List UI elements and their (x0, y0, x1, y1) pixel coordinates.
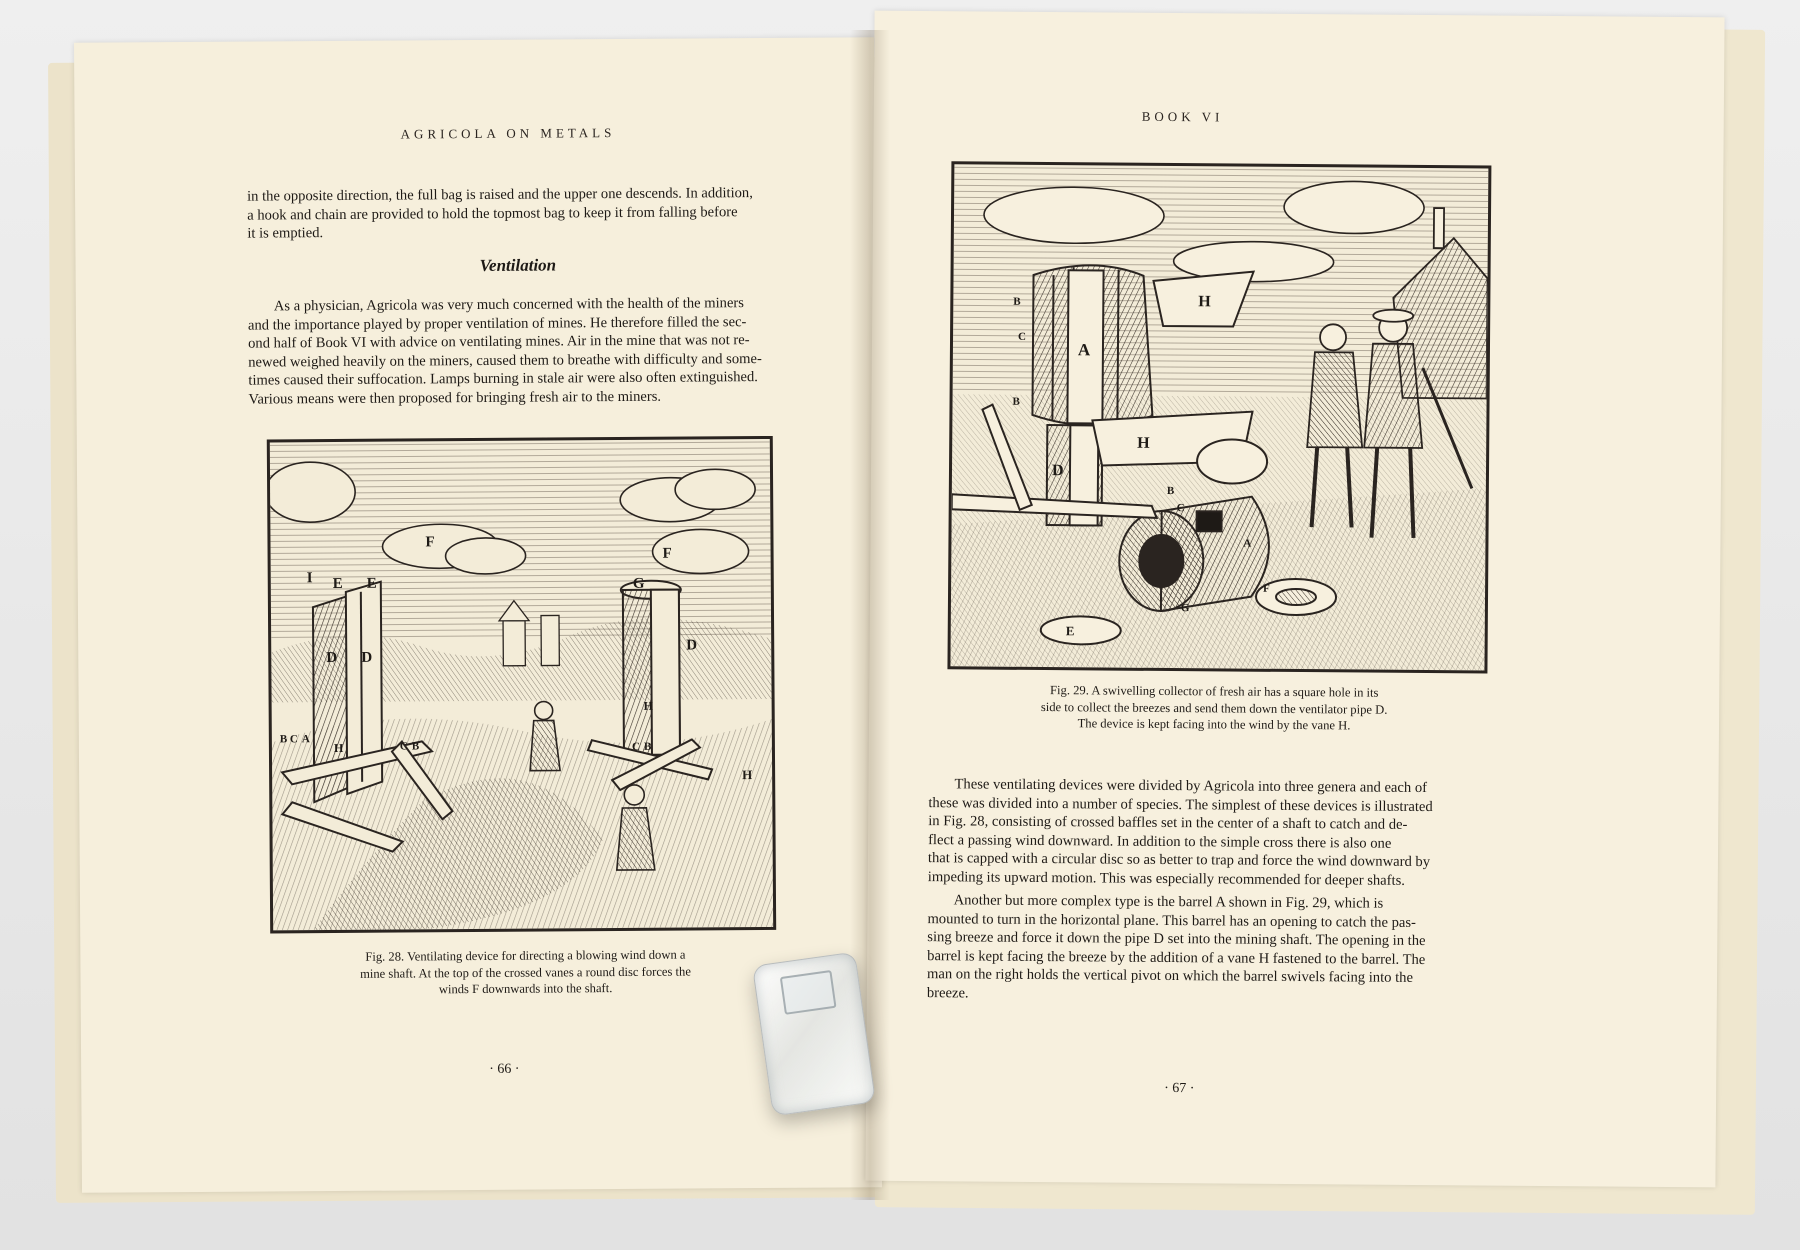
text-line: Various means were then proposed for bringing fresh air to the miners. (248, 388, 662, 408)
text-line: newed weighed heavily on the miners, caused them to breathe with difficulty and some- (248, 350, 762, 371)
caption-line: winds F downwards into the shaft. (438, 981, 613, 997)
fig-label: G (632, 575, 645, 592)
caption-line: side to collect the breezes and send them down the ventilator pipe D. (1040, 699, 1388, 717)
fig-label: D (326, 649, 338, 667)
text-line: flect a passing wind downward. In addition to the simple cross there is also one (928, 831, 1392, 852)
text-line: impeding its upward motion. This was especially recommended for deeper shafts. (927, 868, 1406, 889)
caption-line: mine shaft. At the top of the crossed vanes a round disc forces the (360, 964, 691, 981)
text-line: in the opposite direction, the full bag is raised and the upper one descends. In addition, (247, 185, 753, 205)
right-paragraph-2 (927, 891, 1503, 1007)
text-line: sing breeze and force it down the pipe D set into the mining shaft. The opening in the (927, 929, 1426, 950)
fig-label: H (1137, 434, 1150, 452)
fig-label: C (1176, 502, 1185, 515)
text-line: ond half of Book VI with advice on ventilating mines. Air in the mine that was not re- (248, 332, 750, 352)
fig-label: H (742, 767, 753, 783)
fig-29-illustration (950, 164, 1488, 670)
text-line: it is emptied. (247, 225, 324, 242)
caption-line: Fig. 29. A swivelling collector of fresh air has a square hole in its (1050, 683, 1379, 700)
text-line: these was divided into a number of species. The simplest of these devices is illustrated (928, 794, 1433, 815)
right-paragraph-1 (928, 775, 1504, 891)
glass-page-weight[interactable] (752, 952, 876, 1117)
fig-label: H (643, 698, 654, 713)
fig-label: C (1018, 330, 1027, 343)
page-number-66: · 66 · (489, 1061, 520, 1077)
section-heading-ventilation: Ventilation (479, 255, 557, 275)
text-line: As a physician, Agricola was very much concerned with the health of the miners (273, 295, 744, 315)
fig-label: G (1180, 602, 1190, 615)
left-paragraph (248, 294, 809, 409)
text-line: These ventilating devices were divided by Agricola into three genera and each of (954, 776, 1428, 797)
fig-28-illustration (270, 439, 773, 930)
fig-label: C (289, 733, 298, 746)
text-line: breeze. (926, 984, 969, 1001)
text-line: in Fig. 28, consisting of crossed baffles set in the center of a shaft to catch and de- (928, 813, 1408, 833)
fig-label: E (1065, 623, 1075, 639)
fig-label: C (631, 740, 640, 753)
text-line: Another but more complex type is the barrel A shown in Fig. 29, which is (953, 892, 1384, 912)
left-intro-text (247, 184, 807, 243)
fig-28-caption (290, 946, 760, 999)
fig-label: B (1012, 395, 1020, 408)
fig-label: F (662, 545, 672, 562)
fig-label: B (411, 740, 420, 753)
fig-label: E (366, 575, 377, 592)
fig-label: B (1013, 295, 1021, 308)
fig-label: H (1198, 293, 1211, 311)
fig-label: A (1077, 340, 1091, 360)
text-line: times caused their suffocation. Lamps burning in stale air were also often extinguished. (248, 369, 758, 389)
text-line: barrel is kept facing the breeze by the addition of a vane H fastened to the barrel. The (927, 947, 1426, 968)
text-line: man on the right holds the vertical pivot on which the barrel swivels facing into the (926, 966, 1414, 986)
fig-label: C (399, 740, 408, 753)
fig-label: F (425, 534, 435, 551)
fig-label: B (643, 740, 652, 753)
caption-line: Fig. 28. Ventilating device for directing a blowing wind down a (365, 947, 686, 964)
text-line: and the importance played by proper ventilation of mines. He therefore filled the sec- (247, 313, 747, 334)
fig-label: D (1051, 462, 1064, 480)
fig-label: H (333, 740, 344, 756)
fig-label: E (332, 575, 343, 593)
left-running-head: AGRICOLA ON METALS (400, 125, 616, 142)
right-page (865, 11, 1724, 1188)
fig-label: D (686, 637, 698, 654)
fig-label: I (306, 570, 313, 587)
fig-label: B (279, 733, 288, 746)
fig-label: F (1263, 582, 1270, 595)
fig-label: D (361, 649, 373, 666)
glass-weight-slot (780, 970, 837, 1015)
text-line: a hook and chain are provided to hold the topmost bag to keep it from falling before (247, 203, 738, 224)
fig-28-woodcut (267, 436, 776, 934)
fig-label: A (301, 733, 310, 746)
caption-line: The device is kept facing into the wind by the vane H. (1077, 716, 1351, 733)
fig-label: A (1243, 537, 1252, 550)
text-line: that is capped with a circular disc so as better to trap and force the wind downward by (927, 850, 1431, 871)
right-running-head: BOOK VI (1141, 108, 1224, 125)
fig-29-woodcut (947, 161, 1491, 673)
fig-label: B (1166, 484, 1175, 498)
fig-29-caption (969, 681, 1459, 734)
text-line: mounted to turn in the horizontal plane. This barrel has an opening to catch the pas- (927, 910, 1417, 931)
page-number-67: · 67 · (1164, 1080, 1195, 1097)
